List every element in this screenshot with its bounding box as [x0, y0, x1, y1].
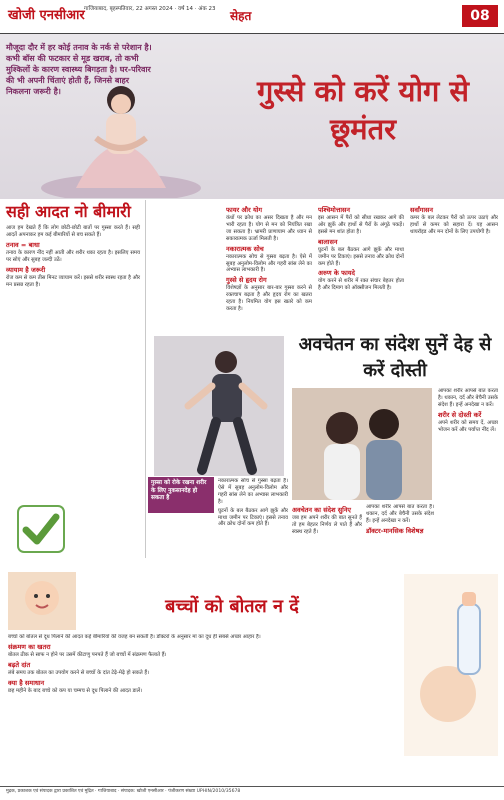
sub-article-column-mid [366, 504, 434, 568]
article-paragraph: नकारात्मक सोच से गुस्सा बढ़ता है। ऐसे में सुबह अनुलोम-विलोम और गहरी सांस लेने का अभ्यास लाभकारी है। [226, 253, 312, 274]
subhead-benefits: अरुण के फायदे [318, 269, 355, 278]
article-column-1 [226, 204, 312, 332]
baby-bottle-image [404, 574, 498, 756]
bottle-paragraph: बच्चों को बोतल से दूध पिलाने की आदत कई बीमारियों की वजह बन सकती है। डॉक्टरों के अनुसार मां का दूध ही सबसे अच्छा आहार है। [8, 634, 261, 640]
sidebar-paragraph: तनाव के कारण नींद नहीं आती और शरीर थका रहता है। इसलिए समय पर सोएं और सुबह जल्दी उठें। [6, 249, 140, 263]
hero-banner [0, 34, 504, 199]
sidebar-title: सही आदत नो बीमारी [6, 202, 131, 221]
section-title: सेहत [230, 9, 252, 23]
meditating-woman-image [36, 78, 206, 198]
article-paragraph: योग करने से शरीर में रक्त संचार बेहतर होता है और दिमाग को ऑक्सीजन मिलती है। [318, 278, 404, 292]
couple-image [292, 388, 432, 500]
subconscious-headline: अवचेतन का संदेश सुनें देह से करें दोस्ती [298, 334, 492, 381]
page-number: 08 [462, 5, 498, 27]
hero-headline: गुस्से को करें योग से छूमंतर [256, 74, 470, 146]
bottle-article [8, 634, 400, 784]
brand-name: खोजी एनसीआर [8, 8, 85, 23]
article-paragraph: विशेषज्ञों के अनुसार बार-बार गुस्सा करने से रक्तचाप बढ़ता है और हृदय रोग का खतरा रहता है। नियमित योग इस खतरे को कम करता है। [226, 285, 312, 313]
sub-article-paragraph: आपका शरीर आपसे बात करता है। थकान, दर्द और बेचैनी उसके संदेश हैं। इन्हें अनदेखा न करें। [366, 504, 434, 524]
article-paragraph: नकारात्मक सोच से गुस्सा बढ़ता है। ऐसे में सुबह अनुलोम-विलोम और गहरी सांस लेने का अभ्यास लाभकारी है। [218, 478, 288, 505]
article-paragraph: घुटनों के बल बैठकर आगे झुकें और माथा जमीन पर टिकाएं। इससे तनाव और क्रोध दोनों कम होते हैं। [218, 507, 288, 528]
subhead-sarvangasana: सर्वांगासन [410, 206, 434, 214]
sub-article-paragraph: अपने शरीर को समय दें, अच्छा भोजन करें और पर्याप्त नींद लें। [438, 419, 498, 433]
sidebar-paragraph: रोज कम से कम तीस मिनट व्यायाम करें। इससे शरीर स्वस्थ रहता है और मन प्रसन्न रहता है। [6, 274, 140, 288]
bottle-paragraph: लंबे समय तक बोतल का उपयोग करने से बच्चों के दांत टेढ़े-मेढ़े हो सकते हैं। [8, 669, 150, 676]
subhead-negative-thinking: नकारात्मक सोच [226, 244, 264, 253]
subhead-balasana: बालासन [318, 237, 338, 246]
bottle-paragraph: छह महीने के बाद बच्चे को कप या चम्मच से दूध पिलाने की आदत डालें। [8, 687, 143, 694]
sub-article-paragraph: आपका शरीर आपसे बात करता है। थकान, दर्द और बेचैनी उसके संदेश हैं। इन्हें अनदेखा न करें। [438, 388, 498, 408]
subhead-solution: क्या है समाधान [8, 678, 45, 687]
subhead-infection: संक्रमण का खतरा [8, 642, 51, 651]
article-column-3 [410, 204, 498, 332]
subhead-befriend-body: शरीर से दोस्ती करें [438, 410, 482, 419]
baby-image [8, 572, 76, 630]
article-column-2 [318, 204, 404, 332]
sub-article-column-right [438, 388, 498, 568]
yoga-pose-image [154, 336, 284, 476]
byline: डॉक्टर-मानसिक विशेषज्ञ [366, 526, 424, 535]
subhead-heart-disease: गुस्से से हृदय रोग [226, 276, 267, 285]
hero-intro: मौजूदा दौर में हर कोई तनाव के नर्क से परेशान है। कभी बॉस की फटकार से मूड खराब, तो कभी मुश्किलों के कारण स्वास्थ्य बिगड़ता है। घर-परिवार की भी अपनी चिंताएं होती हैं, जिनसे बाहर निकलना जरूरी है। [6, 43, 152, 96]
article-paragraph: घुटनों के बल बैठकर आगे झुकें और माथा जमीन पर टिकाएं। इससे तनाव और क्रोध दोनों कम होते हैं। [318, 246, 404, 267]
sidebar-paragraph: आज हम देखते हैं कि लोग छोटी-छोटी बातों पर गुस्सा करते हैं। सही आदतें अपनाकर हम कई बीमारियों से बच सकते हैं। [6, 225, 140, 238]
subhead-listen-subconscious: अवचेतन का संदेश सुनिए [292, 506, 352, 514]
bottle-headline: बच्चों को बोतल न दें [165, 596, 299, 617]
article-paragraph: कंधों पर क्रोध का असर दिखता है और मन भारी रहता है। योग से मन को नियंत्रित रखा जा सकता है। भ्रामरी प्राणायाम और ध्यान से सकारात्मक ऊर्जा मिलती है। [226, 215, 312, 242]
pull-quote: गुस्सा को रोके रखना शरीर के लिए नुकसानदेह हो सकता है [148, 477, 214, 513]
footer-imprint: मुद्रक, प्रकाशक एवं संपादक द्वारा प्रकाशित एवं मुद्रित · गाजियाबाद · संपादक: खोजी एनसीआर · पंजीकरण संख्या UPHIN/2010/35678 [0, 786, 504, 800]
subhead-teeth: बढ़ते दांत [8, 660, 31, 669]
sub-article-paragraph: जब हम अपने शरीर की बात सुनते हैं तो हम बेहतर निर्णय ले पाते हैं और स्वस्थ रहते हैं। [292, 515, 362, 535]
sidebar-text [6, 225, 140, 288]
issue-info: गाजियाबाद, बृहस्पतिवार, 22 अगस्त 2024 · वर्ष 14 · अंक 23 [84, 6, 216, 12]
masthead [0, 0, 504, 34]
checkmark-icon [16, 504, 66, 554]
bottle-paragraph: बोतल ठीक से साफ न होने पर उसमें कीटाणु पनपते हैं जो बच्चों में संक्रमण फैलाते हैं। [8, 651, 167, 658]
subhead-exercise: व्यायाम है जरूरी [6, 265, 46, 274]
article-paragraph: कमर के बल लेटकर पैरों को ऊपर उठाएं और हाथों से कमर को सहारा दें। यह आसन थायरॉइड और मन दोनों के लिए उपयोगी है। [410, 215, 498, 235]
subhead-paschimottanasana: पश्चिमोत्तासन [318, 206, 351, 214]
sub-article-column-left [292, 504, 362, 568]
article-column-4 [218, 478, 288, 566]
subhead-fire-yoga: फायर और योग [226, 206, 263, 214]
subhead-tension: तनाव = बाधा [6, 240, 40, 249]
article-paragraph: इस आसन में पैरों को सीधा रखकर आगे की ओर झुकें और हाथों से पैरों के अंगूठे पकड़ें। इससे मन शांत होता है। [318, 215, 404, 235]
